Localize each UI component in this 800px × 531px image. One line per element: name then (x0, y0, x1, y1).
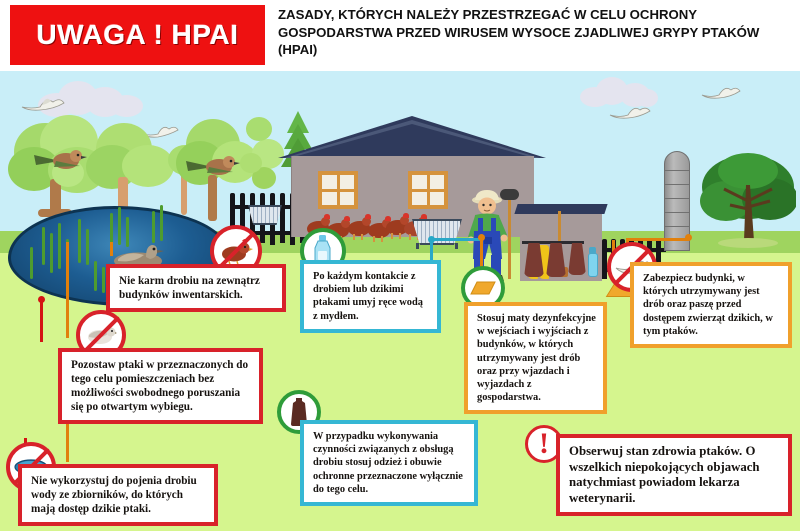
reed (58, 223, 61, 269)
broom-handle (508, 197, 511, 279)
exclamation-glyph: ! (539, 427, 549, 460)
connector-dot (685, 234, 692, 241)
reed (50, 233, 53, 273)
advice-text: Pozostaw ptaki w przeznaczonych do tego celu pomieszczeniach bez możliwości swobodnego poruszania się po otwartym wybiegu. (71, 359, 249, 413)
header-subtitle: ZASADY, KTÓRYCH NALEŻY PRZESTRZEGAĆ W CELU OCHRONY GOSPODARSTWA PRZED WIRUSEM WYSOCE ZJADLIWEJ GRYPY PTAKÓW (HPAI) (278, 7, 760, 57)
flying-bird-icon (608, 103, 652, 128)
reed (42, 227, 45, 265)
poultry-feeder (412, 219, 462, 245)
reed (152, 211, 155, 243)
connector-dot (38, 296, 45, 303)
connector-dot (478, 234, 485, 241)
connector-line (430, 238, 482, 241)
broom-head (500, 189, 519, 200)
reed (102, 267, 105, 293)
advice-box-wash-hands[interactable] (300, 260, 441, 333)
spray-bottle (588, 253, 598, 277)
spray-nozzle (589, 247, 596, 254)
feeder-legs (455, 243, 458, 249)
barn-window (408, 171, 448, 209)
advice-text: Zabezpiecz budynki, w których utrzymywany jest drób oraz paszę przed dostępem zwierząt dzikich, w tym ptaków. (643, 273, 773, 337)
perched-bird-icon (186, 149, 248, 186)
reed (160, 205, 163, 241)
header-banner (10, 5, 265, 65)
barn-annex-roof (514, 204, 607, 214)
connector-line (40, 300, 43, 342)
connector-line (626, 238, 688, 241)
advice-text: Nie wykorzystuj do pojenia drobiu wody ze zbiorników, do których mają dostęp dzikie ptaki. (31, 475, 197, 515)
perched-bird-icon (34, 143, 94, 180)
reed (118, 207, 121, 245)
advice-box-no-wild-water[interactable] (18, 464, 218, 526)
advice-box-secure-buildings[interactable] (630, 262, 792, 348)
advice-box-no-outdoor-feeding[interactable] (106, 264, 286, 312)
connector-line (110, 242, 113, 256)
advice-box-observe-health[interactable] (556, 434, 792, 516)
advice-box-keep-birds-indoors[interactable] (58, 348, 263, 424)
reed (94, 261, 97, 291)
tree-dark (700, 149, 796, 254)
header-banner-text: UWAGA ! HPAI (36, 19, 239, 50)
feeder-legs (416, 243, 419, 249)
advice-box-use-disinfection-mats[interactable] (464, 302, 607, 414)
poster-header (0, 0, 800, 71)
reed (78, 219, 81, 263)
barn-window (318, 171, 358, 209)
poultry-crate (248, 205, 282, 225)
reed (86, 229, 89, 265)
advice-text: Obserwuj stan zdrowia ptaków. O wszelkich niepokojących objawach natychmiast powiadom lekarza weterynarii. (569, 444, 760, 505)
advice-text: W przypadku wykonywania czynności związanych z obsługą drobiu stosuj odzież i obuwie ochronne przeznaczone wyłącznie do tego celu. (313, 431, 463, 495)
advice-text: Po każdym kontakcie z drobiem lub dzikimi ptakami umyj ręce wodą z mydłem. (313, 271, 423, 322)
connector-line (66, 242, 69, 338)
barn-roof (278, 116, 546, 158)
flying-bird-icon (700, 83, 742, 108)
advice-text: Nie karm drobiu na zewnątrz budynków inwentarskich. (119, 275, 260, 301)
advice-text: Stosuj maty dezynfekcyjne w wejściach i wyjściach z budynków, w których utrzymywany jest drób oraz przy wjazdach i wyjazdach z gospodarstwa. (477, 313, 596, 404)
reed (126, 217, 129, 247)
advice-box-protective-clothing[interactable] (300, 420, 478, 506)
reed (30, 247, 33, 279)
